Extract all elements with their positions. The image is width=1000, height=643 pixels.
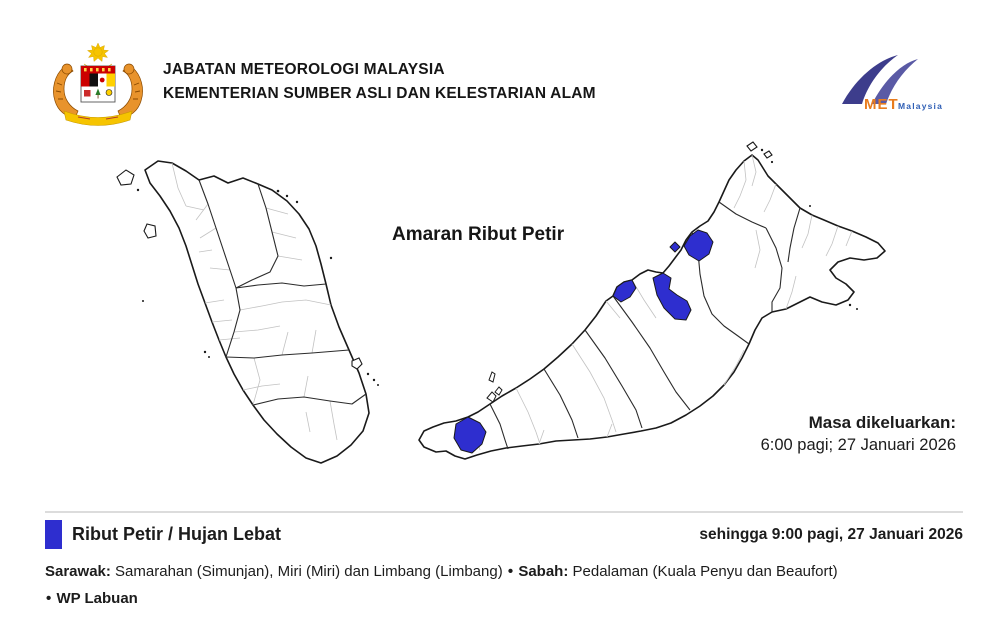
ministry-name: KEMENTERIAN SUMBER ASLI DAN KELESTARIAN ALAM bbox=[163, 85, 596, 102]
sabah-label: Sabah: bbox=[518, 563, 569, 580]
met-logo-text: MET bbox=[864, 96, 899, 113]
legend-divider bbox=[45, 511, 963, 513]
map-title: Amaran Ribut Petir bbox=[392, 224, 565, 245]
warning-areas-line1 bbox=[45, 558, 970, 585]
issued-value: 6:00 pagi; 27 Januari 2026 bbox=[760, 436, 956, 454]
labuan-label: WP Labuan bbox=[56, 590, 138, 607]
separator-dot: • bbox=[507, 563, 514, 580]
agency-name: JABATAN METEOROLOGI MALAYSIA bbox=[163, 61, 445, 78]
warning-areas bbox=[45, 558, 970, 612]
issued-label: Masa dikeluarkan: bbox=[808, 413, 956, 432]
region-wp-labuan bbox=[670, 242, 680, 252]
sabah-districts: Pedalaman (Kuala Penyu dan Beaufort) bbox=[572, 563, 838, 580]
peninsular-malaysia-outline bbox=[145, 161, 369, 463]
met-logo-subtext: Malaysia bbox=[898, 101, 944, 111]
separator-dot: • bbox=[46, 590, 52, 607]
legend-swatch bbox=[45, 520, 62, 549]
legend-row bbox=[45, 520, 963, 549]
sarawak-districts: Samarahan (Simunjan), Miri (Miri) dan Limbang (Limbang) bbox=[115, 563, 503, 580]
legend-label: Ribut Petir / Hujan Lebat bbox=[72, 524, 282, 544]
sarawak-label: Sarawak: bbox=[45, 563, 111, 580]
legend-validity: sehingga 9:00 pagi, 27 Januari 2026 bbox=[699, 525, 963, 543]
warning-areas-line2 bbox=[45, 585, 970, 612]
issued-time-block bbox=[761, 411, 956, 457]
